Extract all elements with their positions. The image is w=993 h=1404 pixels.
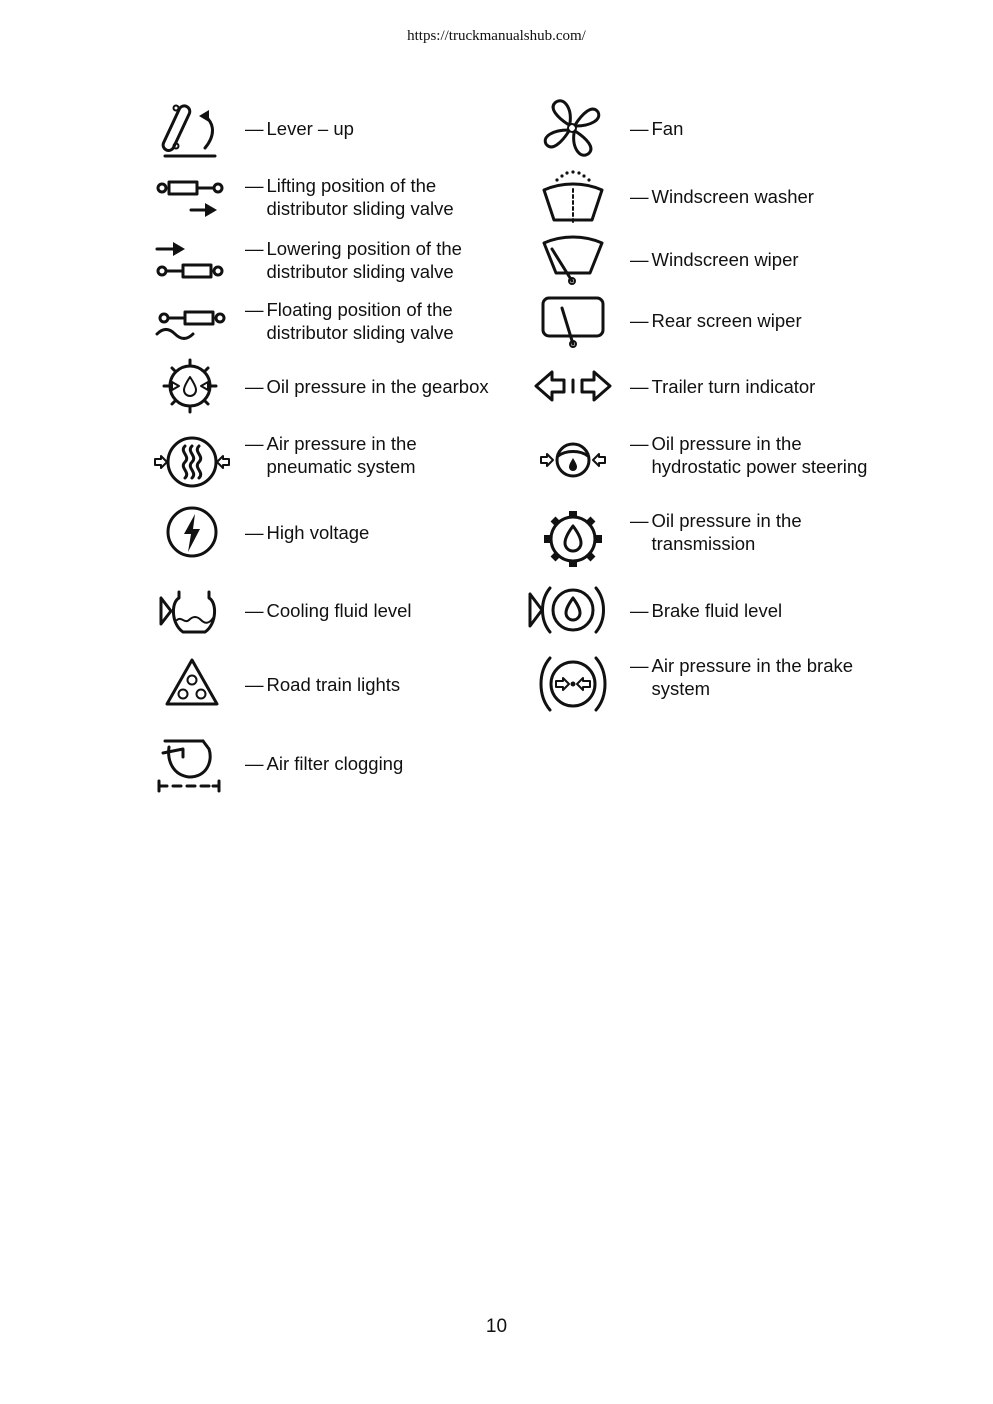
transmission-oil-pressure-icon: [540, 509, 610, 569]
symbol-entry-cooling-fluid-level: — Cooling fluid level: [155, 580, 535, 640]
pneumatic-air-pressure-icon: [155, 432, 225, 492]
symbol-entry-rear-screen-wiper: — Rear screen wiper: [540, 290, 920, 350]
floating-valve-icon: [155, 298, 225, 358]
label-fan: Fan: [651, 117, 684, 139]
header-url: https://truckmanualshub.com/: [407, 28, 586, 44]
symbol-entry-lever-up: — Lever – up: [155, 98, 535, 158]
symbol-entry-pneumatic-air-pressure: — Air pressure in the pneumatic system: [155, 432, 535, 492]
label-brake-air-pressure: Air pressure in the brake system: [651, 655, 854, 699]
page-number: 10: [485, 1316, 508, 1337]
power-steering-oil-pressure-icon: [540, 432, 610, 492]
label-transmission-oil-pressure: Oil pressure in the transmission: [651, 510, 802, 554]
label-power-steering-oil-pressure: Oil pressure in the hydrostatic power steering: [651, 433, 868, 477]
label-air-filter-clogging: Air filter clogging: [266, 752, 404, 774]
label-lifting-valve: Lifting position of the distributor sliding valve: [266, 175, 454, 219]
symbol-entry-floating-valve: — Floating position of the distributor sliding valve: [155, 298, 535, 358]
label-pneumatic-air-pressure: Air pressure in the pneumatic system: [266, 433, 417, 477]
symbol-entry-lifting-valve: — Lifting position of the distributor sliding valve: [155, 174, 535, 234]
symbol-entry-high-voltage: — High voltage: [155, 502, 535, 562]
road-train-lights-icon: [155, 654, 225, 714]
brake-air-pressure-icon: [540, 654, 610, 714]
label-lever-up: Lever – up: [266, 117, 354, 139]
symbol-entry-lowering-valve: — Lowering position of the distributor sliding valve: [155, 237, 535, 297]
cooling-fluid-level-icon: [155, 580, 225, 640]
brake-fluid-level-icon: [540, 580, 610, 640]
label-brake-fluid-level: Brake fluid level: [651, 599, 783, 621]
symbol-entry-road-train-lights: — Road train lights: [155, 654, 535, 714]
symbol-entry-brake-air-pressure: — Air pressure in the brake system: [540, 654, 920, 714]
label-high-voltage: High voltage: [266, 521, 370, 543]
symbol-entry-transmission-oil-pressure: — Oil pressure in the transmission: [540, 509, 920, 569]
symbol-entry-windscreen-wiper: — Windscreen wiper: [540, 229, 920, 289]
symbol-entry-windscreen-washer: — Windscreen washer: [540, 166, 920, 226]
symbol-entry-trailer-turn-indicator: — Trailer turn indicator: [540, 356, 920, 416]
symbol-entry-fan: — Fan: [540, 98, 920, 158]
lifting-valve-icon: [155, 174, 225, 234]
air-filter-clogging-icon: [155, 733, 225, 793]
label-floating-valve: Floating position of the distributor sliding valve: [266, 299, 454, 343]
trailer-turn-indicator-icon: [540, 356, 610, 416]
symbol-entry-brake-fluid-level: — Brake fluid level: [540, 580, 920, 640]
label-road-train-lights: Road train lights: [266, 673, 401, 695]
fan-icon: [540, 98, 610, 158]
high-voltage-icon: [155, 502, 225, 562]
label-windscreen-wiper: Windscreen wiper: [651, 248, 799, 270]
label-gearbox-oil-pressure: Oil pressure in the gearbox: [266, 375, 489, 397]
symbol-entry-power-steering-oil-pressure: — Oil pressure in the hydrostatic power steering: [540, 432, 920, 492]
label-trailer-turn-indicator: Trailer turn indicator: [651, 375, 816, 397]
label-rear-screen-wiper: Rear screen wiper: [651, 309, 802, 331]
gearbox-oil-pressure-icon: [155, 356, 225, 416]
lever-up-icon: [155, 98, 225, 158]
symbol-entry-gearbox-oil-pressure: — Oil pressure in the gearbox: [155, 356, 535, 416]
windscreen-wiper-icon: [540, 229, 610, 289]
lowering-valve-icon: [155, 237, 225, 297]
label-lowering-valve: Lowering position of the distributor sliding valve: [266, 238, 462, 282]
symbol-entry-air-filter-clogging: — Air filter clogging: [155, 733, 535, 793]
label-cooling-fluid-level: Cooling fluid level: [266, 599, 412, 621]
label-windscreen-washer: Windscreen washer: [651, 185, 814, 207]
windscreen-washer-icon: [540, 166, 610, 226]
rear-screen-wiper-icon: [540, 290, 610, 350]
